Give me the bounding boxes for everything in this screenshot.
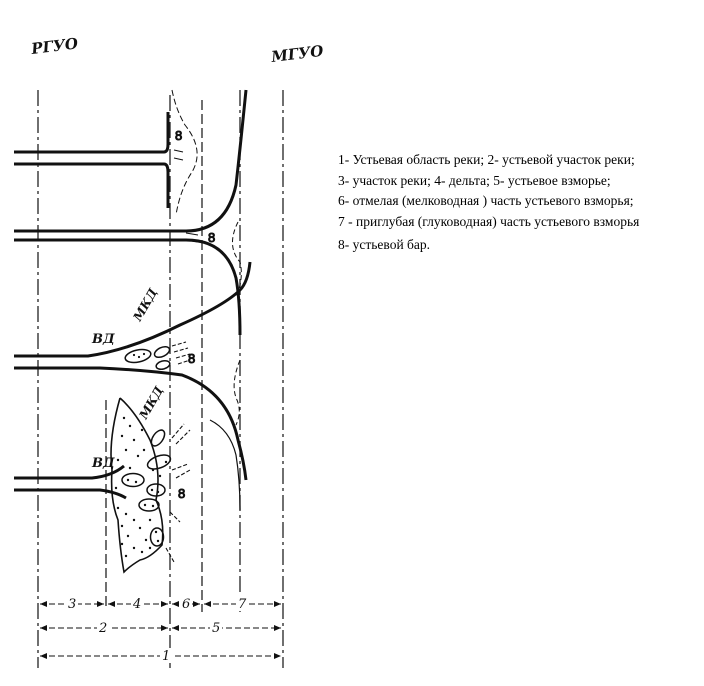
dim-label-3: 3 bbox=[68, 597, 77, 612]
stage-4-bar-label: 8 bbox=[178, 486, 186, 501]
mguo-label: МГУО bbox=[270, 41, 325, 66]
stage-4-bank-lower bbox=[14, 490, 126, 498]
legend-item: 3- участок реки; 4- дельта; 5- устьевое взморье; bbox=[338, 172, 611, 188]
stage-3-vd-label: ВД bbox=[92, 332, 115, 347]
dim-label-4: 4 bbox=[133, 597, 142, 612]
stage-3-bank-upper bbox=[14, 262, 250, 356]
legend-item: 1- Устьевая область реки; 2- устьевой участок реки; bbox=[338, 152, 635, 167]
stage-3-bank-lower bbox=[14, 368, 246, 480]
delta-island bbox=[151, 528, 164, 546]
delta-dots bbox=[115, 417, 167, 557]
dimension-labels bbox=[66, 596, 248, 664]
stage-2-bar-label: 8 bbox=[208, 230, 216, 245]
dim-label-5: 5 bbox=[212, 621, 221, 636]
stage-4-delta bbox=[14, 398, 240, 572]
stage-3-river-mouth bbox=[14, 262, 250, 480]
legend bbox=[338, 150, 700, 256]
legend-item: 6- отмелая (мелководная ) часть устьевого взморья; bbox=[338, 193, 634, 208]
delta-island bbox=[139, 499, 159, 511]
dim-label-1: 1 bbox=[162, 649, 171, 664]
legend-item: 7 - приглубая (глуководная) часть устьевого взморья bbox=[338, 213, 640, 229]
boundary-lines bbox=[38, 90, 283, 668]
stage-3-island bbox=[153, 345, 171, 360]
delta-island bbox=[146, 452, 173, 471]
stage-1-bank-lower bbox=[14, 164, 168, 208]
stage-1-bar-mark bbox=[174, 150, 183, 160]
delta-island bbox=[122, 474, 144, 487]
stage-1-bar-profile bbox=[172, 90, 197, 215]
delta-island bbox=[147, 484, 165, 496]
stage-2-river-mouth bbox=[14, 90, 246, 335]
stage-3-bar-profile bbox=[234, 360, 240, 425]
stage-4-vd-label: ВД bbox=[92, 456, 115, 471]
stage-2-bank-lower bbox=[14, 240, 240, 335]
dim-label-2: 2 bbox=[99, 621, 108, 636]
dim-label-7: 7 bbox=[238, 597, 247, 612]
rguo-label: РГУО bbox=[30, 34, 80, 58]
stage-3-island bbox=[124, 347, 152, 364]
stage-3-bar-label: 8 bbox=[188, 351, 196, 366]
stage-2-bank-upper bbox=[14, 90, 246, 231]
stage-3-island bbox=[155, 359, 171, 370]
stage-1-bar-label: 8 bbox=[175, 128, 183, 143]
legend-item: 8- устьевой бар. bbox=[338, 237, 431, 252]
stage-4-mkd-label: МКД bbox=[136, 384, 167, 422]
dim-label-6: 6 bbox=[182, 597, 191, 612]
stage-3-dots bbox=[133, 353, 145, 358]
stage-1-bank-upper bbox=[14, 112, 168, 152]
stage-3-mkd-label: МКД bbox=[130, 286, 161, 324]
